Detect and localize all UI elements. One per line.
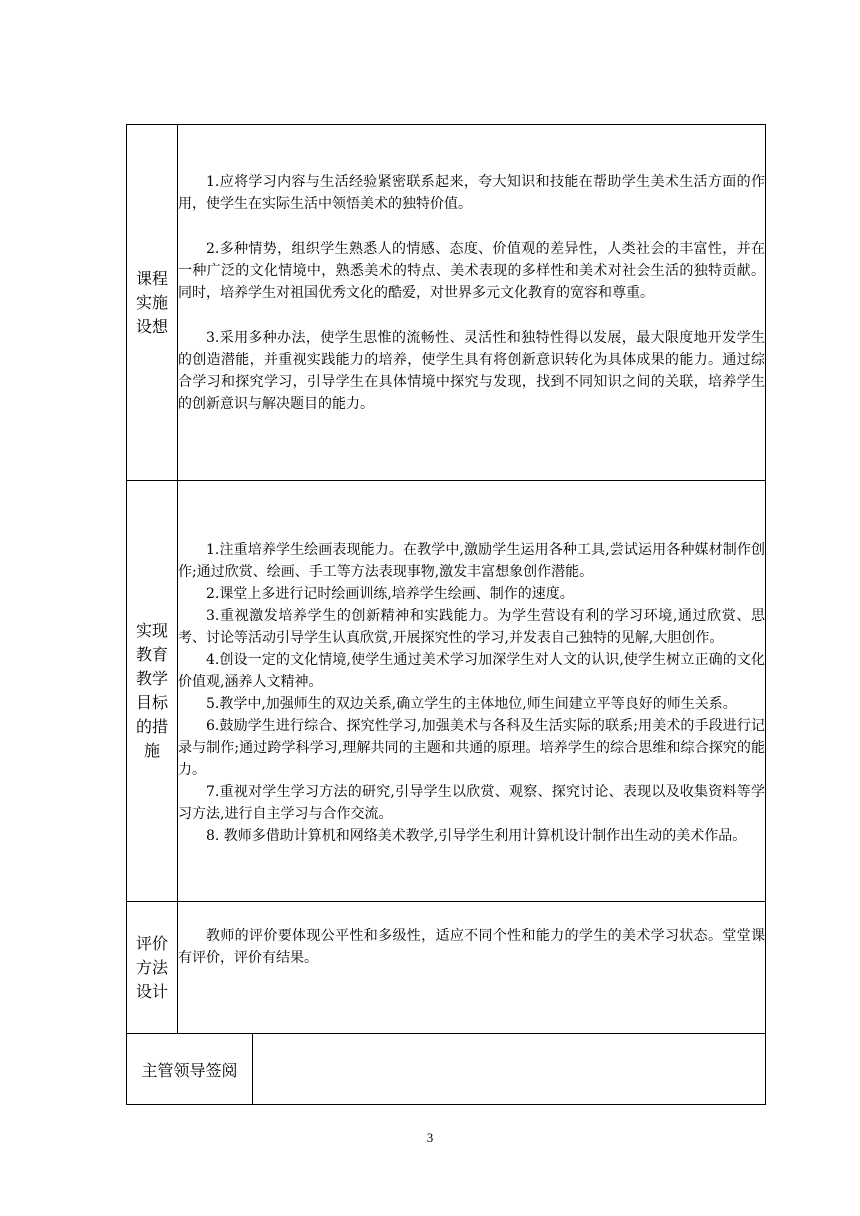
implementation-paragraph: 1.应将学习内容与生活经验紧密联系起来，夸大知识和技能在帮助学生美术生活方面的作用，使学生在实际生活中领悟美术的独特价值。 <box>178 174 765 212</box>
measures-paragraph: 2.课堂上多进行记时绘画训练,培养学生绘画、制作的速度。 <box>206 586 574 602</box>
implementation-row <box>127 125 766 481</box>
implementation-paragraph: 2.多种情势，组织学生熟悉人的情感、态度、价值观的差异性，人类社会的丰富性，并在一种广泛的文化情境中，熟悉美术的特点、美术表现的多样性和美术对社会生活的独特贡献。同时，培养学生对祖国优秀文化的酷爱，对世界多元文化教育的宽容和尊重。 <box>178 241 765 301</box>
evaluation-paragraph: 教师的评价要体现公平性和多级性，适应不同个性和能力的学生的美术学习状态。堂堂课有评价，评价有结果。 <box>178 928 765 966</box>
measures-paragraph: 1.注重培养学生绘画表现能力。在教学中,激励学生运用各种工具,尝试运用各种媒材制作创作;通过欣赏、绘画、手工等方法表现事物,激发丰富想象创作潜能。 <box>178 542 765 580</box>
measures-content <box>178 481 766 902</box>
measures-paragraph: 6.鼓励学生进行综合、探究性学习,加强美术与各科及生活实际的联系;用美术的手段进行记录与制作;通过跨学科学习,理解共同的主题和共通的原理。培养学生的综合思维和综合探究的能力。 <box>178 718 765 778</box>
signoff-cell <box>127 1034 766 1105</box>
implementation-content <box>178 125 766 481</box>
implementation-label <box>127 125 178 481</box>
evaluation-label-text: 评价 方法 设计 <box>135 933 168 1001</box>
signoff-label: 主管领导签阅 <box>127 1034 253 1104</box>
measures-paragraph: 7.重视对学生学习方法的研究,引导学生以欣赏、观察、探究讨论、表现以及收集资料等学习方法,进行自主学习与合作交流。 <box>178 784 765 822</box>
evaluation-label <box>127 902 178 1034</box>
page-number: 3 <box>426 1130 434 1145</box>
signoff-row <box>127 1034 766 1105</box>
implementation-label-text: 课程 实施 设想 <box>135 268 168 336</box>
signoff-field[interactable] <box>253 1034 766 1104</box>
measures-paragraph: 5.教学中,加强师生的双边关系,确立学生的主体地位,师生间建立平等良好的师生关系。 <box>206 696 737 712</box>
measures-paragraph: 8. 教师多借助计算机和网络美术教学,引导学生利用计算机设计制作出生动的美术作品。 <box>206 828 747 844</box>
implementation-paragraph: 3.采用多种办法，使学生思惟的流畅性、灵活性和独特性得以发展，最大限度地开发学生的创造潜能，并重视实践能力的培养，使学生具有将创新意识转化为具体成果的能力。通过综合学习和探究学习，引导学生在具体情境中探究与发现，找到不同知识之间的关联，培养学生的创新意识与解决题目的能力。 <box>178 330 765 412</box>
signoff-inner <box>127 1034 765 1104</box>
evaluation-content <box>178 902 766 1034</box>
measures-paragraph: 4.创设一定的文化情境,使学生通过美术学习加深学生对人文的认识,使学生树立正确的文化价值观,涵养人文精神。 <box>178 652 765 690</box>
measures-paragraph: 3.重视激发培养学生的创新精神和实践能力。为学生营设有利的学习环境,通过欣赏、思考、讨论等活动引导学生认真欣赏,开展探究性的学习,并发表自己独特的见解,大胆创作。 <box>178 608 765 646</box>
evaluation-row <box>127 902 766 1034</box>
measures-label-text: 实现 教育 教学 目标 的措 施 <box>135 621 168 760</box>
measures-label <box>127 481 178 902</box>
lesson-plan-table <box>126 124 766 1105</box>
measures-row <box>127 481 766 902</box>
